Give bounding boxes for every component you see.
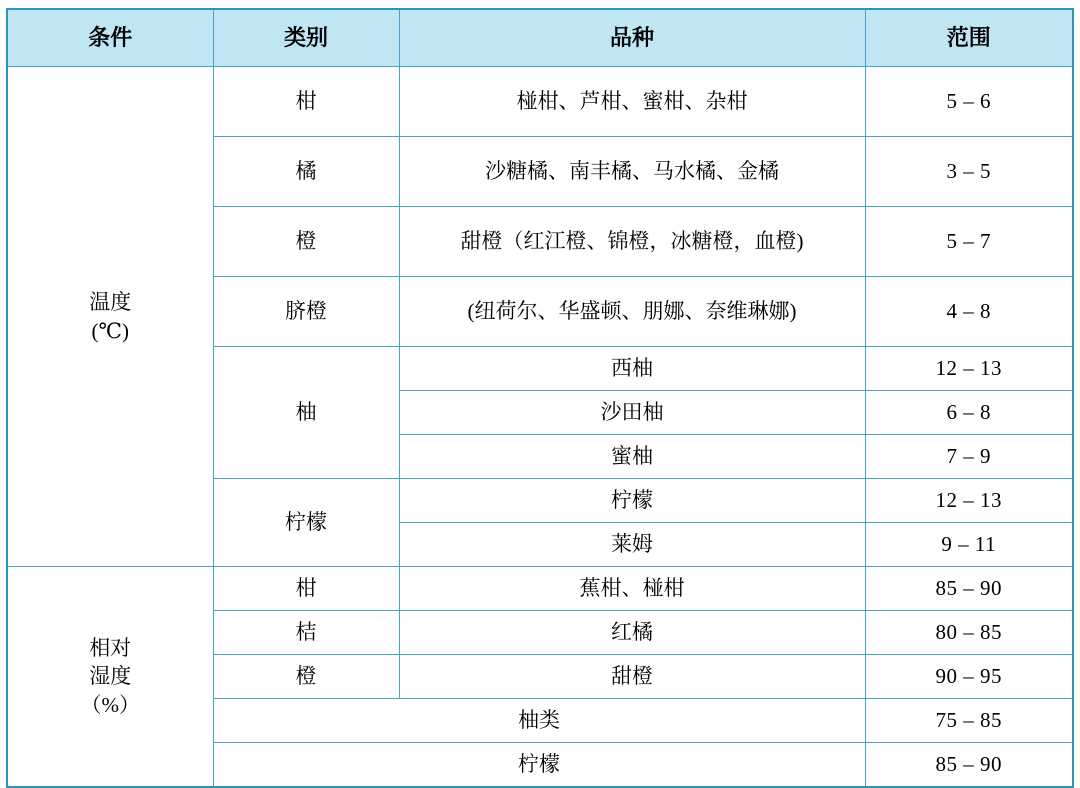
variety-cell: 蜜柚 (399, 435, 865, 479)
range-cell: 6 – 8 (865, 391, 1073, 435)
condition-label-unit: (℃) (91, 318, 129, 343)
condition-label-line1: 温度 (89, 290, 132, 315)
range-cell: 90 – 95 (865, 655, 1073, 699)
category-cell: 脐橙 (213, 277, 399, 347)
column-header-range: 范围 (865, 9, 1073, 67)
variety-cell: 红橘 (399, 611, 865, 655)
column-header-condition: 条件 (7, 9, 213, 67)
citrus-storage-table (6, 8, 1074, 788)
range-cell: 9 – 11 (865, 523, 1073, 567)
condition-label-unit: （%） (80, 692, 140, 717)
category-cell: 橙 (213, 655, 399, 699)
column-header-variety: 品种 (399, 9, 865, 67)
condition-cell-humidity (7, 567, 213, 788)
column-header-category: 类别 (213, 9, 399, 67)
variety-cell: 西柚 (399, 347, 865, 391)
condition-cell-temperature (7, 67, 213, 567)
category-cell: 橙 (213, 207, 399, 277)
range-cell: 5 – 6 (865, 67, 1073, 137)
variety-cell: 甜橙 (399, 655, 865, 699)
variety-cell: 莱姆 (399, 523, 865, 567)
variety-cell: (纽荷尔、华盛顿、朋娜、奈维琳娜) (399, 277, 865, 347)
category-cell: 柑 (213, 67, 399, 137)
condition-label-line2: 湿度 (89, 664, 132, 689)
variety-cell: 甜橙（红江橙、锦橙，冰糖橙，血橙) (399, 207, 865, 277)
variety-cell-merged: 柚类 (213, 699, 865, 743)
range-cell: 85 – 90 (865, 567, 1073, 611)
variety-cell: 沙糖橘、南丰橘、马水橘、金橘 (399, 137, 865, 207)
variety-cell: 沙田柚 (399, 391, 865, 435)
category-cell: 柑 (213, 567, 399, 611)
table-body (7, 67, 1073, 788)
range-cell: 80 – 85 (865, 611, 1073, 655)
range-cell: 3 – 5 (865, 137, 1073, 207)
range-cell: 85 – 90 (865, 743, 1073, 788)
range-cell: 5 – 7 (865, 207, 1073, 277)
range-cell: 12 – 13 (865, 347, 1073, 391)
table-header (7, 9, 1073, 67)
variety-cell: 椪柑、芦柑、蜜柑、杂柑 (399, 67, 865, 137)
range-cell: 4 – 8 (865, 277, 1073, 347)
variety-cell-merged: 柠檬 (213, 743, 865, 788)
range-cell: 12 – 13 (865, 479, 1073, 523)
variety-cell: 蕉柑、椪柑 (399, 567, 865, 611)
category-cell: 橘 (213, 137, 399, 207)
range-cell: 7 – 9 (865, 435, 1073, 479)
category-cell-pomelo: 柚 (213, 347, 399, 479)
category-cell-lemon: 柠檬 (213, 479, 399, 567)
category-cell: 桔 (213, 611, 399, 655)
table-row (7, 567, 1073, 611)
variety-cell: 柠檬 (399, 479, 865, 523)
table-header-row (7, 9, 1073, 67)
range-cell: 75 – 85 (865, 699, 1073, 743)
condition-label-line1: 相对 (89, 635, 132, 660)
table-row (7, 67, 1073, 137)
